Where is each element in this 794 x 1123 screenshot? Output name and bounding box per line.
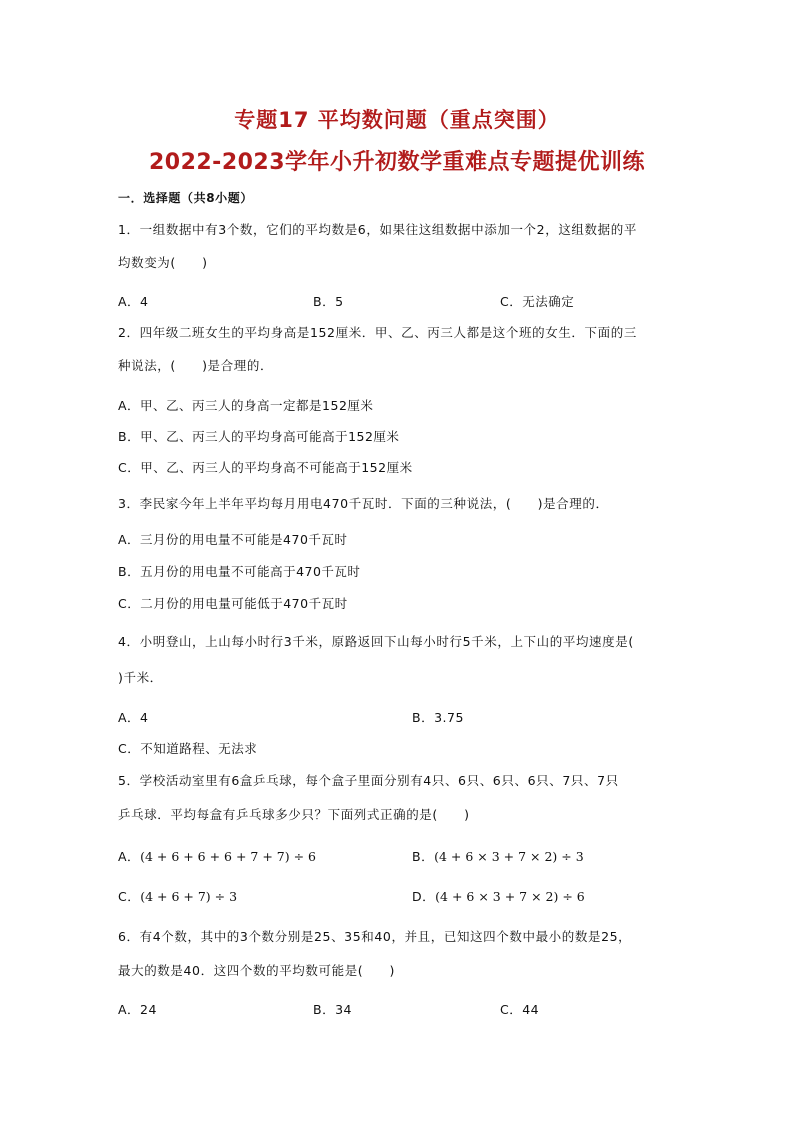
question-1-option-a: A．4 bbox=[118, 294, 149, 309]
question-3-option-c: C．二月份的用电量可能低于470千瓦时 bbox=[118, 596, 348, 611]
question-6-option-a: A．24 bbox=[118, 1002, 157, 1017]
question-2-option-c: C．甲、乙、丙三人的平均身高不可能高于152厘米 bbox=[118, 460, 413, 475]
question-4-option-b: B．3.75 bbox=[412, 710, 464, 725]
question-5-option-d bbox=[412, 887, 585, 905]
formula: (4 + 6 × 3 + 7 × 2) ÷ 6 bbox=[435, 889, 585, 904]
question-2-option-a: A．甲、乙、丙三人的身高一定都是152厘米 bbox=[118, 398, 374, 413]
question-1-stem-line-1: 1．一组数据中有3个数，它们的平均数是6，如果往这组数据中添加一个2，这组数据的平 bbox=[118, 222, 637, 237]
option-label: B． bbox=[412, 849, 435, 864]
question-3-option-a: A．三月份的用电量不可能是470千瓦时 bbox=[118, 532, 348, 547]
document-title: 专题17 平均数问题（重点突围） bbox=[234, 108, 560, 132]
document-subtitle: 2022-2023学年小升初数学重难点专题提优训练 bbox=[148, 150, 646, 175]
option-label: A． bbox=[118, 849, 141, 864]
question-5-option-c bbox=[118, 887, 237, 905]
question-6-option-c: C．44 bbox=[500, 1002, 540, 1017]
question-6-stem-line-1: 6．有4个数，其中的3个数分别是25、35和40，并且，已知这四个数中最小的数是25， bbox=[118, 929, 632, 944]
question-4-stem-line-1: 4．小明登山，上山每小时行3千米，原路返回下山每小时行5千米，上下山的平均速度是( bbox=[118, 634, 634, 649]
option-label: C． bbox=[118, 889, 141, 904]
question-2-stem-line-1: 2．四年级二班女生的平均身高是152厘米．甲、乙、丙三人都是这个班的女生．下面的三 bbox=[118, 325, 637, 340]
formula: (4 + 6 × 3 + 7 × 2) ÷ 3 bbox=[434, 849, 584, 864]
question-1-option-c: C．无法确定 bbox=[500, 294, 575, 309]
section-heading: 一．选择题（共8小题） bbox=[118, 191, 253, 205]
option-label: D． bbox=[412, 889, 436, 904]
question-5-option-a bbox=[118, 847, 316, 865]
question-3-option-b: B．五月份的用电量不可能高于470千瓦时 bbox=[118, 564, 361, 579]
formula: (4 + 6 + 6 + 6 + 7 + 7) ÷ 6 bbox=[140, 849, 317, 864]
formula: (4 + 6 + 7) ÷ 3 bbox=[140, 889, 238, 904]
question-3-stem-line-1: 3．李民家今年上半年平均每月用电470千瓦时．下面的三种说法，( )是合理的． bbox=[118, 496, 609, 511]
question-6-option-b: B．34 bbox=[313, 1002, 352, 1017]
question-1-stem-line-2: 均数变为( ) bbox=[118, 255, 208, 270]
question-5-stem-line-1: 5．学校活动室里有6盒乒乓球，每个盒子里面分别有4只、6只、6只、6只、7只、7只 bbox=[118, 773, 619, 788]
question-1-option-b: B．5 bbox=[313, 294, 344, 309]
question-6-stem-line-2: 最大的数是40．这四个数的平均数可能是( ) bbox=[118, 963, 395, 978]
question-2-stem-line-2: 种说法，( )是合理的． bbox=[118, 358, 274, 373]
question-4-option-a: A．4 bbox=[118, 710, 149, 725]
question-5-option-b bbox=[412, 847, 584, 865]
question-2-option-b: B．甲、乙、丙三人的平均身高可能高于152厘米 bbox=[118, 429, 400, 444]
question-4-option-c: C．不知道路程、无法求 bbox=[118, 741, 258, 756]
question-4-stem-line-2: )千米． bbox=[118, 670, 163, 685]
question-5-stem-line-2: 乒乓球．平均每盒有乒乓球多少只？下面列式正确的是( ) bbox=[118, 807, 470, 822]
